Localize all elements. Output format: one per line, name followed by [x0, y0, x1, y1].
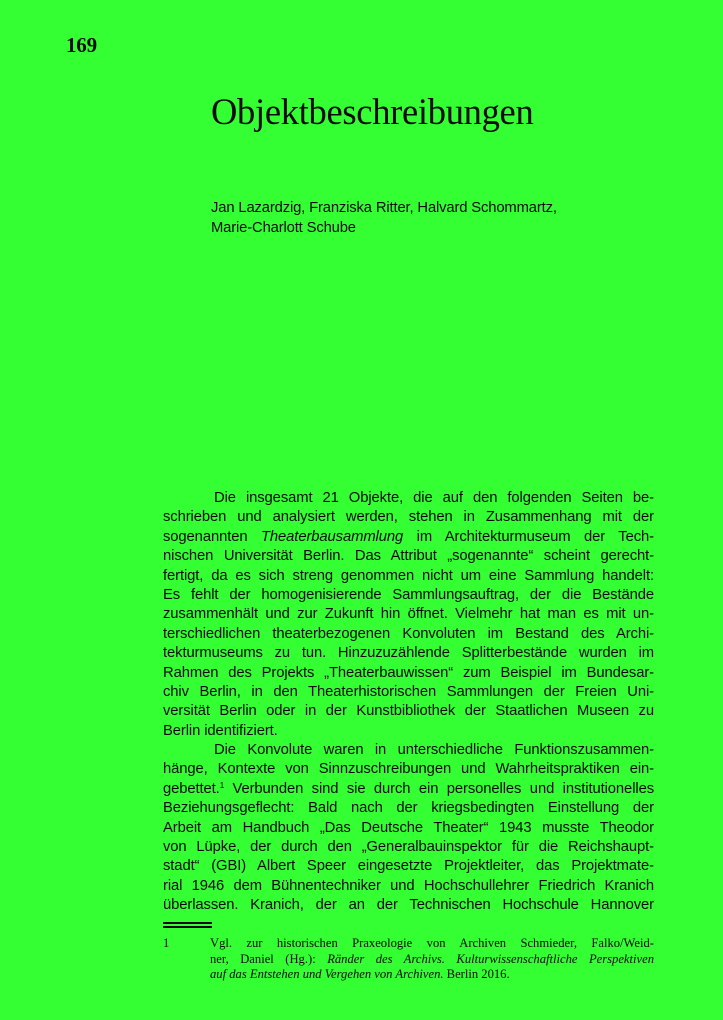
text-line: terschiedlichen theaterbezogenen Konvoluten im Bestand des Archi-: [163, 625, 654, 642]
page-title: Objektbeschreibungen: [211, 91, 534, 132]
footnote-number: 1: [163, 936, 170, 950]
text-line: überlassen. Kranich, der an der Technischen Hochschule Hannover: [163, 897, 654, 914]
text-line: zusammenhält und zur Zukunft hin öffnet. Vielmehr hat man es mit un-: [163, 606, 654, 623]
text-line: Arbeit am Handbuch „Das Deutsche Theater“ 1943 musste Theodor: [163, 819, 654, 836]
text-line: sogenannten Theaterbausammlung im Architekturmuseum der Tech-: [163, 528, 654, 545]
body-text: [163, 489, 654, 916]
footnote-divider: [163, 922, 212, 924]
author-line: Jan Lazardzig, Franziska Ritter, Halvard Schommartz,: [211, 200, 557, 216]
footnote-line: Vgl. zur historischen Praxeologie von Archiven Schmieder, Falko/Weid-: [210, 936, 654, 950]
footnote-divider: [163, 926, 212, 928]
collection-name: Theaterbausammlung: [260, 528, 404, 545]
text-line: gebettet.$^1$ Verbunden sind sie durch ein personelles und institutionelles: [163, 780, 654, 797]
text-line: chiv Berlin, in den Theaterhistorischen Sammlungen der Freien Uni-: [163, 683, 654, 700]
text-line: Die insgesamt 21 Objekte, die auf den folgenden Seiten be-: [214, 490, 654, 506]
text-line: fertigt, da es sich streng genommen nicht um eine Sammlung handelt:: [163, 567, 654, 584]
text-line: von Lüpke, der durch den „Generalbauinspektor für die Reichshaupt-: [163, 839, 654, 856]
text-line: Rahmen des Projekts „Theaterbauwissen“ zum Beispiel im Bundesar-: [163, 664, 654, 681]
author-list: [211, 198, 651, 238]
author-line: Marie-Charlott Schube: [211, 220, 356, 236]
text-line: stadt“ (GBI) Albert Speer eingesetzte Projektleiter, das Projektmate-: [163, 858, 654, 875]
text-line: Berlin identifiziert.: [163, 722, 278, 739]
text-line: tekturmuseums zu tun. Hinzuzuzählende Splitterbestände wurden im: [163, 645, 654, 662]
text-line: nischen Universität Berlin. Das Attribut „sogenannte“ scheint gerecht-: [163, 548, 654, 565]
text-line: Beziehungsgeflecht: Bald nach der kriegsbedingten Einstellung der: [163, 800, 654, 817]
text-line: rial 1946 dem Bühnentechniker und Hochschullehrer Friedrich Kranich: [163, 877, 654, 894]
text-line: hänge, Kontexte von Sinnzuschreibungen und Wahrheitspraktiken ein-: [163, 761, 654, 778]
footnote-reference[interactable]: 1: [219, 780, 225, 790]
text-line: Es fehlt der homogenisierende Sammlungsauftrag, der die Bestände: [163, 586, 654, 603]
footnote-text: [210, 936, 654, 983]
footnote-line: ner, Daniel (Hg.): Ränder des Archivs. Kulturwissenschaftliche Perspektiven: [210, 951, 654, 966]
text-line: Die Konvolute waren in unterschiedliche Funktionszusammen-: [214, 742, 654, 759]
footnote-line: auf das Entstehen und Vergehen von Archiven. Berlin 2016.: [210, 967, 510, 982]
page-number: 169: [66, 33, 97, 57]
text-line: schrieben und analysiert werden, stehen in Zusammenhang mit der: [163, 509, 654, 526]
text-line: versität Berlin oder in der Kunstbibliothek der Staatlichen Museen zu: [163, 703, 654, 720]
